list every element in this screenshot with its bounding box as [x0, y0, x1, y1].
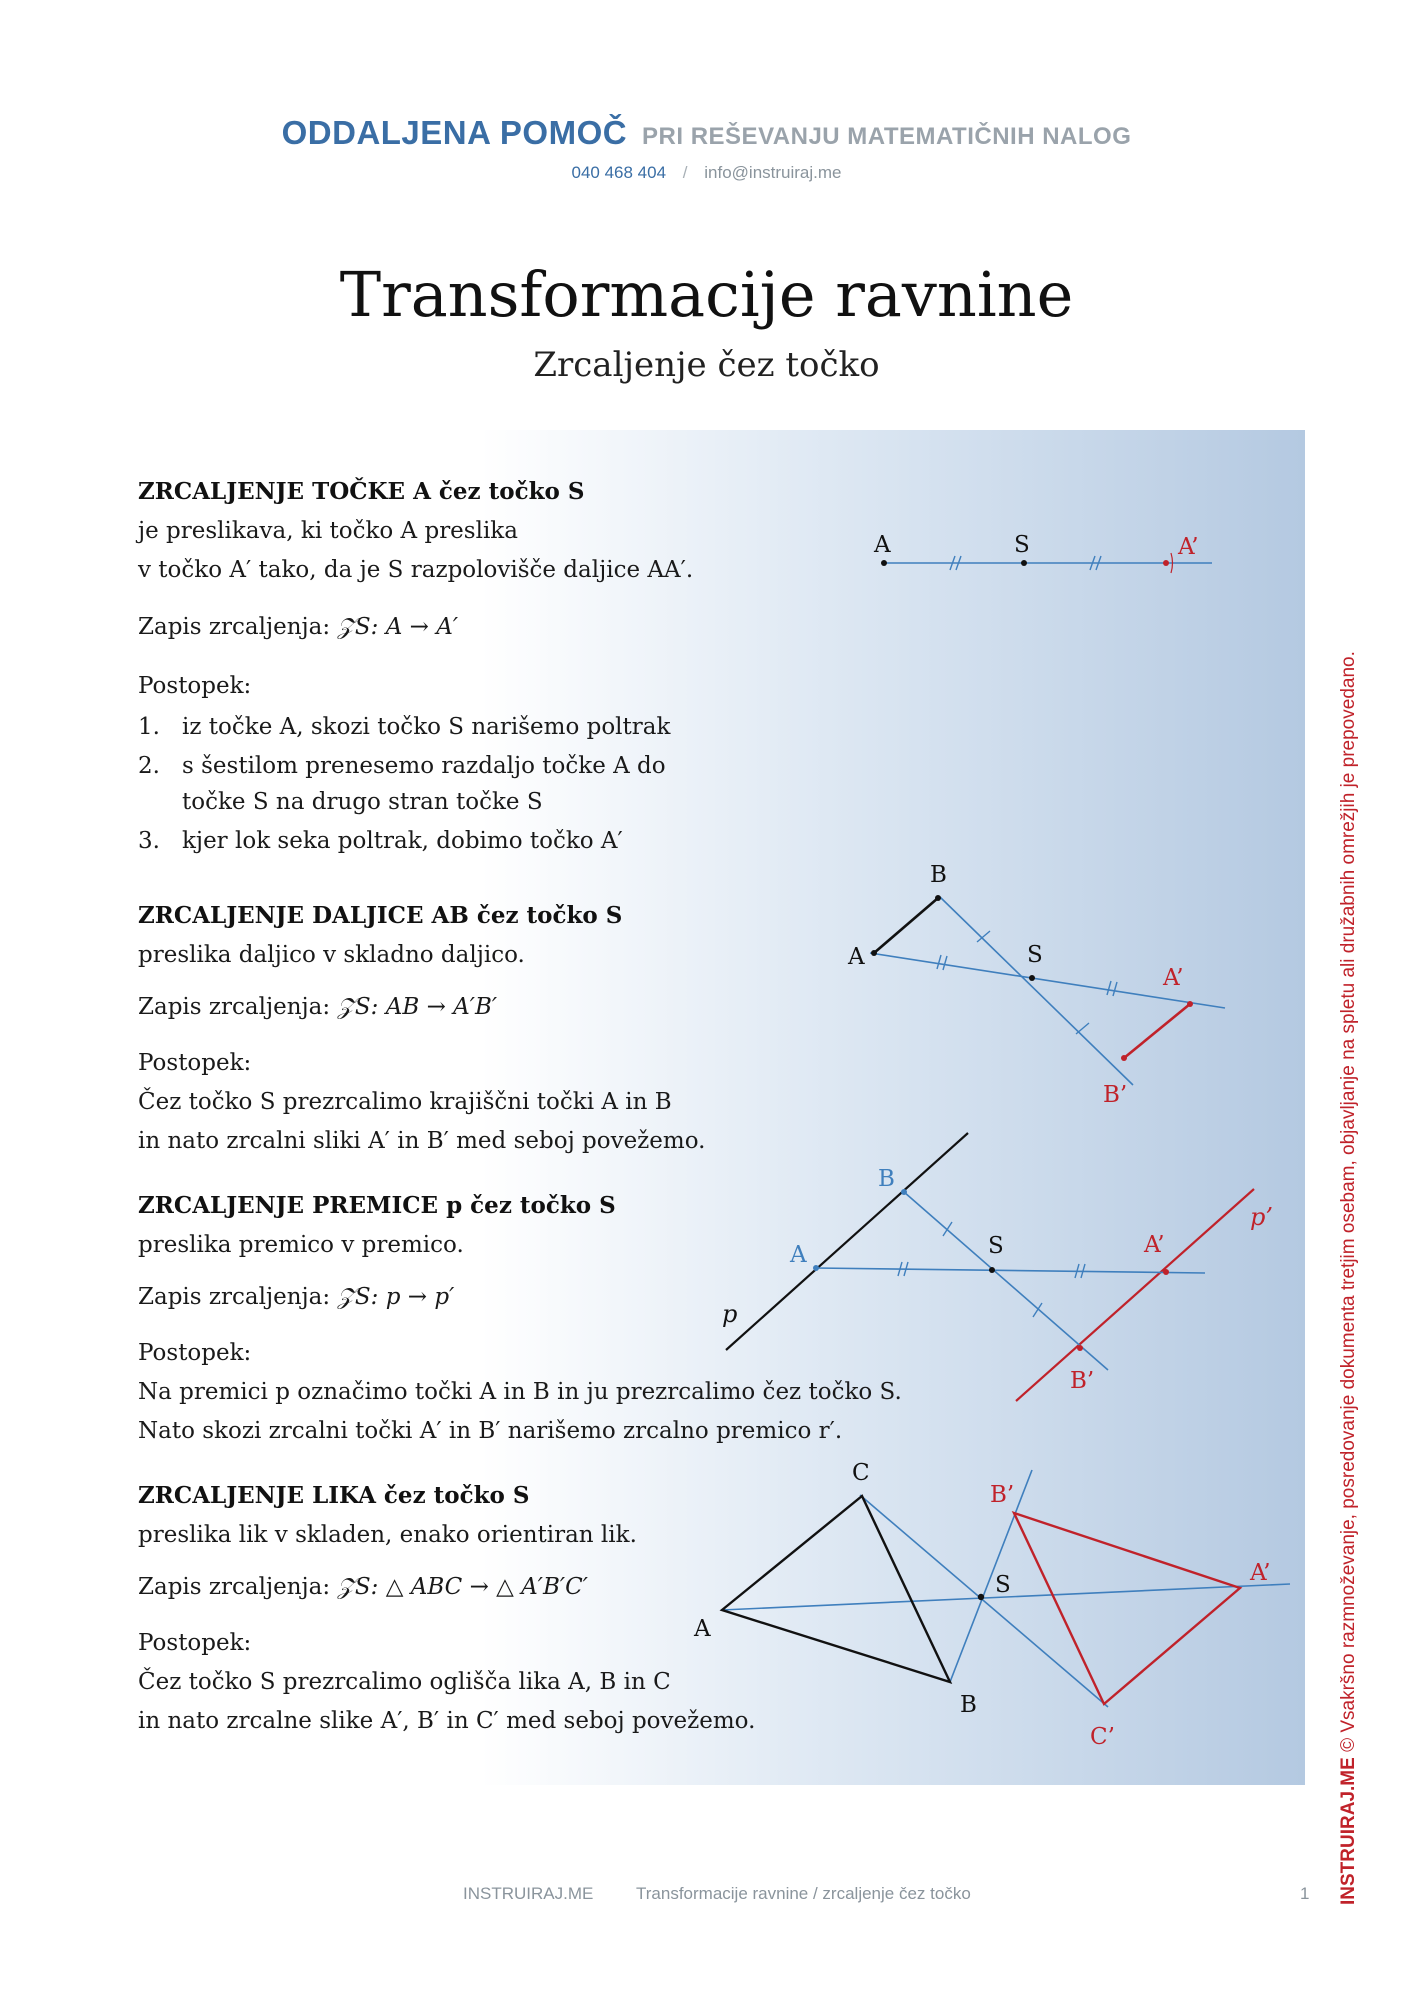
ray-b — [904, 1192, 1108, 1370]
label-a-image: A’ — [1144, 1232, 1165, 1258]
section1-postopek: Postopek: — [138, 673, 252, 699]
section3-line1: preslika premico v premico. — [138, 1232, 464, 1258]
section3-postopek: Postopek: — [138, 1340, 252, 1366]
section4-postopek: Postopek: — [138, 1630, 252, 1656]
label-b: B — [930, 862, 947, 888]
label-p-image: p’ — [1250, 1203, 1273, 1231]
contact-separator: / — [682, 163, 688, 182]
label-p: p — [722, 1300, 738, 1328]
label-b-image: B’ — [990, 1482, 1015, 1508]
step-number: 2. — [138, 753, 160, 779]
point-a — [881, 560, 887, 566]
copyright-notice — [1338, 651, 1360, 1905]
point-s — [989, 1267, 995, 1273]
section4-title: ZRCALJENJE LIKA čez točko S — [138, 1482, 530, 1509]
segment-ab — [874, 898, 938, 953]
step-text: s šestilom prenesemo razdaljo točke A do — [182, 753, 666, 779]
ray-c — [860, 1495, 1108, 1707]
triangle-abc-image — [1014, 1513, 1240, 1704]
label-s: S — [1014, 532, 1030, 558]
ray-a — [815, 1268, 1205, 1273]
step-text: iz točke A, skozi točko S narišemo poltrak — [182, 714, 671, 740]
section4-line1: preslika lik v skladen, enako orientiran lik. — [138, 1522, 637, 1548]
point-a-image — [1163, 560, 1169, 566]
footer-brand: INSTRUIRAJ.ME — [463, 1884, 594, 1903]
point-b-image — [1077, 1345, 1083, 1351]
page-subtitle: Zrcaljenje čez točko — [533, 345, 880, 385]
point-b — [935, 895, 941, 901]
notation-prefix: Zapis zrcaljenja: — [138, 994, 338, 1020]
section2-desc1: Čez točko S prezrcalimo krajiščni točki A in B — [138, 1089, 672, 1115]
label-c: C — [852, 1460, 870, 1486]
brand-subtitle: PRI REŠEVANJU MATEMATIČNIH NALOG — [642, 123, 1132, 150]
ray-b — [940, 897, 1133, 1085]
step-text: kjer lok seka poltrak, dobimo točko A′ — [182, 828, 623, 854]
diagram-triangle — [693, 1460, 1290, 1750]
label-a-image: A’ — [1250, 1560, 1271, 1586]
label-b-image: B’ — [1103, 1082, 1128, 1108]
label-a: A — [790, 1242, 807, 1268]
notation-math: 𝒵S: p → p′ — [337, 1284, 455, 1310]
section2-title: ZRCALJENJE DALJICE AB čez točko S — [138, 902, 623, 929]
line-p-image — [1016, 1189, 1254, 1401]
label-b: B — [878, 1166, 895, 1192]
point-a — [871, 950, 877, 956]
point-a-image — [1163, 1269, 1169, 1275]
notation-prefix: Zapis zrcaljenja: — [138, 1574, 338, 1600]
label-c-image: C’ — [1090, 1724, 1115, 1750]
point-b-image — [1121, 1055, 1127, 1061]
point-s — [1021, 560, 1027, 566]
label-a-image: A’ — [1178, 534, 1199, 560]
diagram-line — [722, 1133, 1273, 1401]
section1-line1: je preslikava, ki točko A preslika — [138, 518, 518, 544]
point-s — [978, 1594, 984, 1600]
section3-title: ZRCALJENJE PREMICE p čez točko S — [138, 1192, 616, 1219]
section4-desc2: in nato zrcalne slike A′, B′ in C′ med seboj povežemo. — [138, 1708, 756, 1734]
copyright-brand: INSTRUIRAJ.ME — [1338, 1757, 1359, 1905]
section2-postopek: Postopek: — [138, 1050, 252, 1076]
label-b: B — [960, 1692, 977, 1718]
label-s: S — [995, 1572, 1011, 1598]
label-s: S — [988, 1233, 1004, 1259]
section1-line2: v točko A′ tako, da je S razpolovišče daljice AA′. — [138, 557, 694, 583]
contact-email[interactable]: info@instruiraj.me — [704, 163, 842, 182]
diagram-point — [873, 532, 1212, 573]
step-number: 3. — [138, 828, 160, 854]
segment-ab-image — [1124, 1004, 1190, 1058]
section3-desc2: Nato skozi zrcalni točki A′ in B′ narišemo zrcalno premico r′. — [138, 1418, 843, 1444]
copyright-text: © Vsakršno razmnoževanje, posredovanje dokumenta tretjim osebam, objavljanje na spletu ali družabnih omrežjih je prepovedano. — [1338, 651, 1359, 1758]
diagram-segment — [847, 862, 1225, 1108]
label-a: A — [694, 1616, 711, 1642]
page-title: Transformacije ravnine — [339, 258, 1074, 331]
label-s: S — [1027, 942, 1043, 968]
label-a-image: A’ — [1163, 965, 1184, 991]
section3-desc1: Na premici p označimo točki A in B in ju prezrcalimo čez točko S. — [138, 1379, 902, 1405]
notation-prefix: Zapis zrcaljenja: — [138, 614, 338, 640]
point-a-image — [1187, 1001, 1193, 1007]
brand-main: ODDALJENA POMOČ — [281, 114, 628, 151]
section1-title: ZRCALJENJE TOČKE A čez točko S — [138, 478, 585, 505]
step-number: 1. — [138, 714, 160, 740]
notation-prefix: Zapis zrcaljenja: — [138, 1284, 338, 1310]
step-text: točke S na drugo stran točke S — [182, 789, 543, 815]
contact-phone[interactable]: 040 468 404 — [571, 163, 667, 182]
point-b — [901, 1189, 907, 1195]
section4-desc1: Čez točko S prezrcalimo oglišča lika A, B in C — [138, 1669, 671, 1695]
section2-desc2: in nato zrcalni sliki A′ in B′ med seboj povežemo. — [138, 1128, 706, 1154]
label-a: A — [848, 944, 865, 970]
point-a — [813, 1265, 819, 1271]
label-a: A — [874, 532, 891, 558]
section2-line1: preslika daljico v skladno daljico. — [138, 942, 525, 968]
footer-breadcrumb: Transformacije ravnine / zrcaljenje čez točko — [636, 1884, 971, 1903]
line-p — [726, 1133, 968, 1350]
page-number: 1 — [1300, 1884, 1310, 1903]
notation-math: 𝒵S: △ ABC → △ A′B′C′ — [337, 1574, 588, 1600]
triangle-abc — [722, 1496, 950, 1682]
notation-math: 𝒵S: AB → A′B′ — [337, 994, 498, 1020]
notation-math: 𝒵S: A → A′ — [337, 614, 459, 640]
point-s — [1029, 975, 1035, 981]
label-b-image: B’ — [1070, 1368, 1095, 1394]
